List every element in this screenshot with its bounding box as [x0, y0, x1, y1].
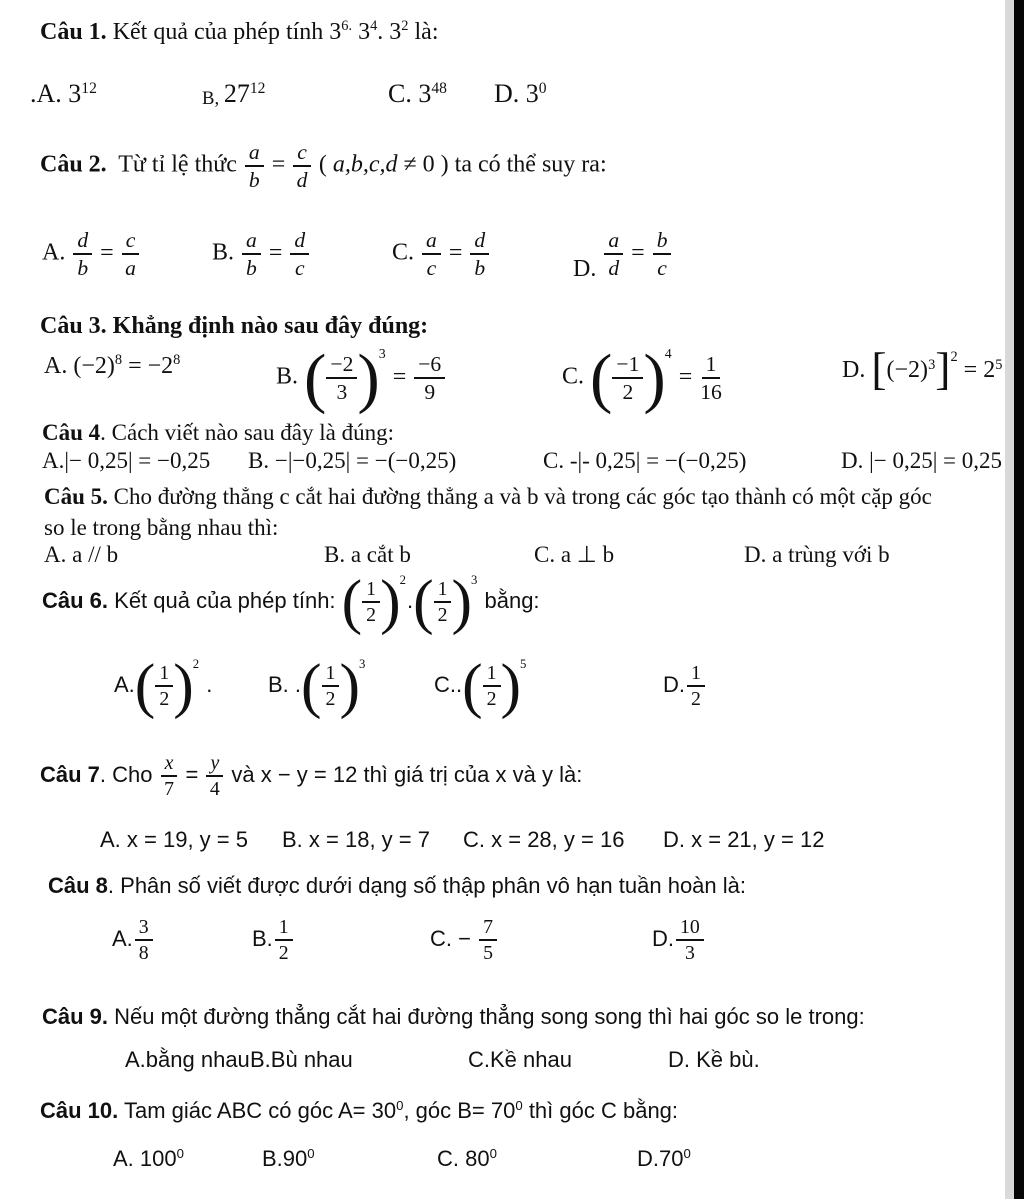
answer-option-3-b [276, 339, 447, 415]
option-content: -|- 0,25| = −(−0,25) [569, 448, 747, 473]
option-content: . ( $\frac{1}{2}$ ) 5 [456, 652, 527, 720]
option-content: $27^{12}$ [223, 79, 266, 108]
option-content: Kề nhau [490, 1047, 572, 1072]
math-fraction: $\frac{d}{c}$ [289, 228, 310, 280]
option-label: D. [573, 255, 603, 282]
question-heading-8: Câu 8. Phân số viết được dưới dạng số thập phân vô hạn tuần hoàn là: [48, 873, 746, 898]
answer-option-1-a [30, 78, 97, 109]
option-content: $(-2)^8 = -2^8$ [73, 352, 181, 379]
math-fraction: $\frac{d}{b}$ [469, 228, 490, 280]
answer-option-3-c [562, 339, 724, 415]
answer-option-10-c [437, 1146, 497, 1172]
answer-option-4-c [543, 447, 746, 475]
option-label: A. [114, 671, 135, 697]
answer-option-6-b [268, 652, 366, 720]
answer-option-9-c [468, 1047, 572, 1073]
math-fraction: ( $\frac{-1}{2}$ ) 4 [590, 339, 672, 415]
option-content: $\frac{a}{c}$ = $\frac{d}{b}$ [420, 240, 491, 266]
question-heading-2: Câu 2. Từ tỉ lệ thức $\frac{a}{b}$ = $\frac{c}{d}$ ( a,b,c,d ≠ 0 ) ta có thể suy ra: [40, 140, 607, 193]
option-content: . ( $\frac{1}{2}$ ) 3 [294, 652, 366, 720]
answer-option-6-a [114, 652, 213, 720]
option-content: $\frac{d}{b}$ = $\frac{c}{a}$ [71, 240, 141, 266]
answer-option-4-b [248, 447, 456, 475]
question-heading-5: Câu 5. Cho đường thẳng c cắt hai đường thẳng a và b và trong các góc tạo thành có một cặp góc so le trong bằng nhau thì: [44, 484, 932, 541]
math-fraction: $\frac{3}{8}$ [134, 916, 154, 964]
answer-option-9-a [125, 1047, 250, 1073]
option-content: Bù nhau [270, 1047, 353, 1072]
math-fraction: $\frac{a}{b}$ [244, 140, 265, 192]
option-content: $\frac{a}{b}$ = $\frac{d}{c}$ [240, 240, 311, 266]
option-label: B. [276, 363, 305, 390]
option-label: C. [437, 1146, 466, 1171]
option-content: $90^0$ [282, 1146, 315, 1171]
option-label: A. [100, 827, 127, 852]
option-label: D. [744, 542, 773, 567]
option-label: A. [42, 448, 65, 473]
math-fraction: $\frac{b}{c}$ [652, 228, 673, 280]
answer-option-4-a [42, 447, 210, 475]
option-label: D. [842, 357, 872, 384]
option-content: a // b [72, 542, 119, 567]
option-label: D. [494, 79, 526, 108]
option-label: C. [434, 671, 456, 697]
option-content: −|−0,25| = −(−0,25) [274, 448, 457, 473]
option-content: ( $\frac{1}{2}$ ) 2 . [134, 652, 213, 720]
option-label: B. [250, 1047, 271, 1072]
math-fraction: ( $\frac{1}{2}$ ) 2 [134, 652, 200, 720]
option-label: C. [430, 925, 459, 951]
option-label: C. [392, 239, 421, 266]
answer-option-5-c [534, 541, 614, 569]
question-heading-6: Câu 6. Kết quả của phép tính: ( $\frac{1}{2}$ ) 2 . ( $\frac{1}{2}$ ) 3 bằng: [42, 568, 540, 636]
math-fraction: ( $\frac{-2}{3}$ ) 3 [304, 339, 386, 415]
option-label: B. [248, 448, 275, 473]
answer-option-5-b [324, 541, 411, 569]
right-black-bar [1014, 0, 1024, 1199]
answer-option-10-d [637, 1146, 691, 1172]
answer-option-1-d [494, 78, 547, 109]
answer-option-2-d [573, 228, 673, 280]
math-fraction: $\frac{1}{16}$ [700, 352, 722, 405]
math-fraction: $\frac{a}{c}$ [421, 228, 442, 280]
option-content: $\frac{a}{d}$ = $\frac{b}{c}$ [602, 240, 673, 266]
option-content: Kề bù. [696, 1047, 760, 1072]
math-fraction: $\frac{c}{a}$ [121, 228, 141, 280]
option-label: A. [44, 542, 73, 567]
option-content: ( $\frac{-2}{3}$ ) 3 = $\frac{-6}{9}$ [304, 364, 447, 390]
option-content: bằng nhau [145, 1047, 250, 1072]
option-label: D. [637, 1146, 659, 1171]
option-content [273, 916, 295, 965]
option-content: |− 0,25| = 0,25 [869, 448, 1003, 473]
math-fraction: $\frac{-6}{9}$ [413, 352, 446, 404]
answer-option-2-c [392, 228, 491, 280]
answer-option-7-c [463, 827, 624, 853]
option-label: C. [463, 827, 492, 852]
math-fraction: ( $\frac{1}{2}$ ) 5 [462, 652, 527, 720]
math-fraction: $\frac{d}{b}$ [72, 228, 93, 280]
option-content: $70^0$ [659, 1146, 691, 1171]
answer-option-1-b [202, 78, 265, 110]
option-label: .A. [30, 79, 69, 108]
option-content: ( $\frac{-1}{2}$ ) 4 = $\frac{1}{16}$ [590, 339, 722, 415]
answer-option-5-d [744, 541, 890, 569]
answer-option-7-b [282, 827, 430, 853]
option-label: B. [268, 671, 295, 697]
answer-option-8-d [652, 916, 706, 964]
math-fraction: ( $\frac{1}{2}$ ) 3 [413, 568, 478, 636]
answer-option-6-c [434, 652, 527, 720]
option-label: C. [562, 363, 591, 390]
option-label: B. [282, 827, 309, 852]
answer-option-10-a [113, 1146, 184, 1172]
answer-option-8-b [252, 916, 295, 964]
option-label: D. [668, 1047, 697, 1072]
right-scrollbar-track[interactable] [1005, 0, 1014, 1199]
answer-option-2-b [212, 228, 311, 280]
option-content: x = 28, y = 16 [491, 827, 625, 852]
question-heading-4: Câu 4. Cách viết nào sau đây là đúng: [42, 420, 394, 445]
option-label: B, [202, 88, 224, 109]
option-content: |− 0,25| = −0,25 [64, 448, 211, 473]
option-label: A. [125, 1047, 146, 1072]
answer-option-7-a [100, 827, 248, 853]
option-content: $3^0$ [525, 79, 547, 108]
answer-option-4-d [841, 447, 1002, 475]
answer-option-3-d [842, 343, 1003, 394]
answer-option-9-b [250, 1047, 353, 1073]
option-label: A. [44, 353, 74, 379]
question-heading-3: Câu 3. Khẳng định nào sau đây đúng: [40, 313, 429, 339]
math-fraction: $\frac{a}{d}$ [603, 228, 624, 280]
question-heading-7: Câu 7. Cho $\frac{x}{7}$ = $\frac{y}{4}$ và x − y = 12 thì giá trị của x và y là: [40, 752, 583, 801]
option-content: x = 18, y = 7 [308, 827, 430, 852]
option-label: B. [252, 925, 273, 951]
option-content: − $\frac{7}{5}$ [458, 926, 499, 951]
math-fraction: $\frac{x}{7}$ [160, 752, 179, 800]
answer-option-8-c [430, 916, 499, 964]
option-content [674, 916, 706, 965]
math-fraction: $\frac{c}{d}$ [292, 140, 312, 192]
math-fraction: $\frac{y}{4}$ [205, 752, 224, 800]
option-label: C. [543, 448, 570, 473]
option-content: x = 19, y = 5 [126, 827, 248, 852]
option-content: $3^{48}$ [418, 79, 447, 108]
math-fraction: $\frac{7}{5}$ [478, 916, 498, 964]
answer-option-7-d [663, 827, 824, 853]
option-content: a trùng với b [772, 542, 890, 567]
option-label: A. [42, 239, 72, 266]
math-fraction: $\frac{a}{b}$ [241, 228, 262, 280]
answer-option-5-a [44, 541, 118, 569]
math-fraction: $\frac{10}{3}$ [675, 916, 705, 964]
option-label: B. [262, 1146, 283, 1171]
option-content: $[(-2)^3]^2 = 2^5$ [871, 343, 1003, 394]
option-label: A. [113, 1146, 140, 1171]
math-fraction: $\frac{1}{2}$ [274, 916, 294, 964]
option-label: C. [468, 1047, 490, 1072]
option-content: $3^{12}$ [68, 79, 97, 108]
option-label: D. [841, 448, 870, 473]
answer-option-8-a [112, 916, 155, 964]
option-label: B. [324, 542, 351, 567]
option-label: A. [112, 925, 133, 951]
math-fraction: ( $\frac{1}{2}$ ) 3 [301, 652, 366, 720]
option-label: D. [652, 925, 674, 951]
option-content: a ⊥ b [560, 542, 615, 567]
answer-option-9-d [668, 1047, 760, 1073]
option-label: B. [212, 239, 241, 266]
answer-option-6-d [663, 662, 707, 710]
answer-option-1-c [388, 78, 447, 109]
option-content: a cắt b [350, 542, 411, 567]
option-content: $100^0$ [139, 1146, 184, 1171]
answer-option-3-a [44, 352, 180, 381]
option-content: x = 21, y = 12 [691, 827, 825, 852]
answer-option-2-a [42, 228, 141, 280]
math-fraction: ( $\frac{1}{2}$ ) 2 [341, 568, 406, 636]
math-fraction: $\frac{1}{2}$ [686, 662, 706, 710]
option-content: $80^0$ [465, 1146, 497, 1171]
question-heading-1: Câu 1. Kết quả của phép tính $3^{6.}$ $3^4$. $3^2$ là: [40, 18, 439, 45]
option-label: C. [388, 79, 419, 108]
option-label: D. [663, 827, 692, 852]
option-content [133, 916, 155, 965]
question-heading-9: Câu 9. Nếu một đường thẳng cắt hai đường thẳng song song thì hai góc so le trong: [42, 1004, 865, 1029]
option-label: D. [663, 671, 685, 697]
question-heading-10: Câu 10. Tam giác ABC có góc $A= 30^0$, góc $B= 70^0$ thì góc C bằng: [40, 1098, 679, 1123]
option-content [685, 662, 707, 711]
answer-option-10-b [262, 1146, 315, 1172]
option-label: C. [534, 542, 561, 567]
